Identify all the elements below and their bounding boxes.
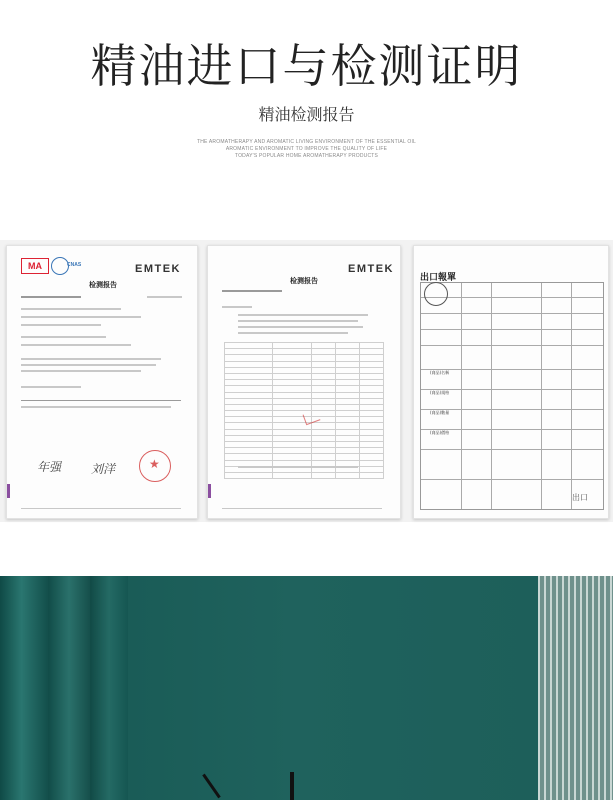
purple-accent bbox=[7, 484, 10, 498]
official-stamp bbox=[139, 450, 171, 482]
english-line-2: AROMATIC ENVIRONMENT TO IMPROVE THE QUALITY OF LIFE bbox=[225, 146, 388, 152]
footer-line bbox=[21, 508, 181, 509]
test-report-page-2 bbox=[207, 245, 401, 519]
customs-title: 出口報單 bbox=[420, 273, 457, 283]
english-line-1: THE AROMATHERAPY AND AROMATIC LIVING ENVIRONMENT OF THE ESSENTIAL OIL bbox=[196, 139, 417, 145]
cnas-logo-text: CNAS bbox=[67, 262, 82, 268]
footer-line bbox=[222, 508, 382, 509]
results-table bbox=[224, 342, 384, 479]
customs-grid bbox=[420, 282, 604, 510]
page-title: 精油进口与检测证明 bbox=[90, 39, 523, 93]
striped-panel bbox=[538, 576, 613, 800]
customs-declaration bbox=[413, 245, 609, 519]
page-subtitle: 精油检测报告 bbox=[258, 105, 355, 124]
report-title: 检测报告 bbox=[89, 281, 117, 289]
signature-left: 年强 bbox=[37, 460, 62, 474]
report-title: 检测报告 bbox=[290, 277, 318, 285]
green-panel bbox=[0, 576, 613, 800]
brand-logo: EMTEK bbox=[135, 263, 181, 275]
customs-bottom-label: 出口 bbox=[572, 493, 588, 502]
ma-logo: MA bbox=[21, 258, 49, 274]
purple-accent bbox=[208, 484, 211, 498]
row-label-4: (商品)價格 bbox=[430, 430, 450, 435]
note-line bbox=[238, 466, 358, 468]
customs-stamp-icon bbox=[424, 282, 448, 306]
signature-right: 刘洋 bbox=[91, 462, 116, 476]
english-line-3: TODAY'S POPULAR HOME AROMATHERAPY PRODUCTS bbox=[234, 153, 379, 159]
object-silhouette bbox=[290, 772, 294, 800]
test-report-page-1 bbox=[6, 245, 198, 519]
row-label-3: (商品)數量 bbox=[430, 410, 450, 415]
row-label-1: (商品)名稱 bbox=[430, 370, 450, 375]
brand-logo: EMTEK bbox=[348, 263, 394, 275]
row-label-2: (商品)規格 bbox=[430, 390, 450, 395]
